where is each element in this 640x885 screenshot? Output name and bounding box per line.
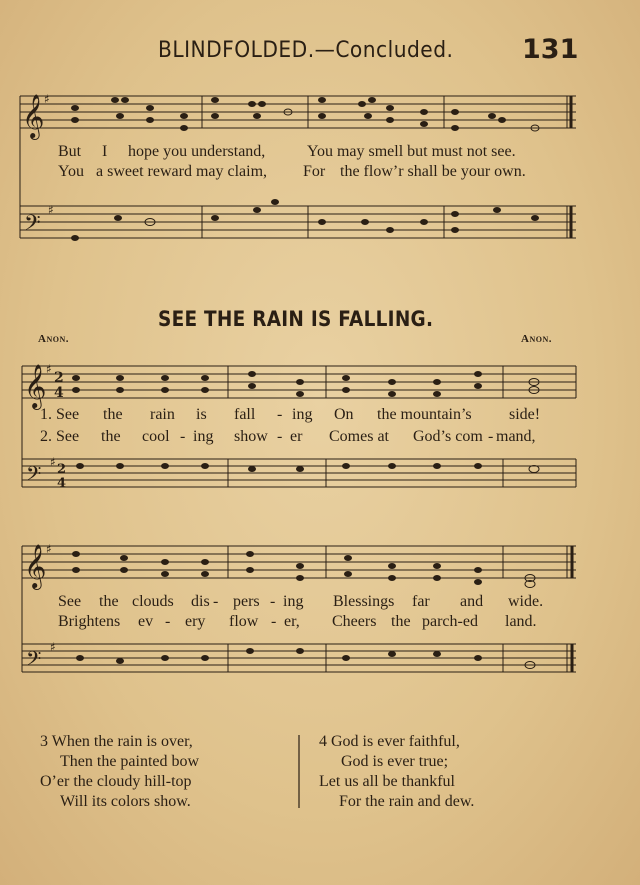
running-title: BLINDFOLDED.—Concluded. (158, 38, 454, 63)
stanza-3: 3 When the rain is over, Then the painted bow O’er the cloudy hill-top Will its colors show. (40, 733, 200, 810)
time-signature: 2 (54, 370, 64, 386)
treble-clef-icon: 𝄞 (24, 364, 47, 408)
verse2-line-system1: 2. See the cool - ing show - er Comes at God’s com - mand, (40, 428, 536, 445)
verse1-line-system1: 1. See the rain is fall - ing On the mountain’s side! (40, 406, 541, 423)
stanza-4: 4 God is ever faithful, God is ever true; Let us all be thankful For the rain and dew. (319, 733, 475, 810)
sharp-icon: ♯ (50, 455, 56, 469)
treble-clef-icon: 𝄞 (22, 94, 45, 138)
song-title: SEE THE RAIN IS FALLING. (158, 307, 434, 331)
author-credit: Anon. (521, 333, 552, 345)
sharp-icon: ♯ (50, 640, 56, 654)
lyric-line-2: You a sweet reward may claim, For the flow’r shall be your own. (58, 163, 526, 180)
treble-clef-icon: 𝄞 (24, 544, 47, 588)
lyric-line-1: But I hope you understand, You may smell but must not see. (58, 143, 516, 160)
sharp-icon: ♯ (46, 362, 52, 376)
verse2-line-system2: Brightens ev - ery flow - er, Cheers the parch-ed land. (58, 613, 537, 630)
staff-treble-blindfolded (20, 96, 576, 128)
svg-text:4: 4 (57, 476, 67, 491)
time-signature: 2 (57, 462, 67, 477)
verse1-line-system2: See the clouds dis - pers - ing Blessings far and wide. (58, 593, 544, 610)
bass-clef-icon: 𝄢 (26, 647, 42, 675)
staff-bass-system1 (22, 459, 576, 487)
sharp-icon: ♯ (44, 92, 50, 106)
bass-clef-icon: 𝄢 (26, 462, 42, 490)
sharp-icon: ♯ (46, 542, 52, 556)
bass-clef-icon: 𝄢 (24, 211, 41, 241)
svg-text:4: 4 (54, 385, 64, 401)
page-number: 131 (522, 34, 579, 65)
sharp-icon: ♯ (48, 203, 54, 217)
composer-credit: Anon. (38, 333, 69, 345)
noteheads (71, 97, 539, 669)
